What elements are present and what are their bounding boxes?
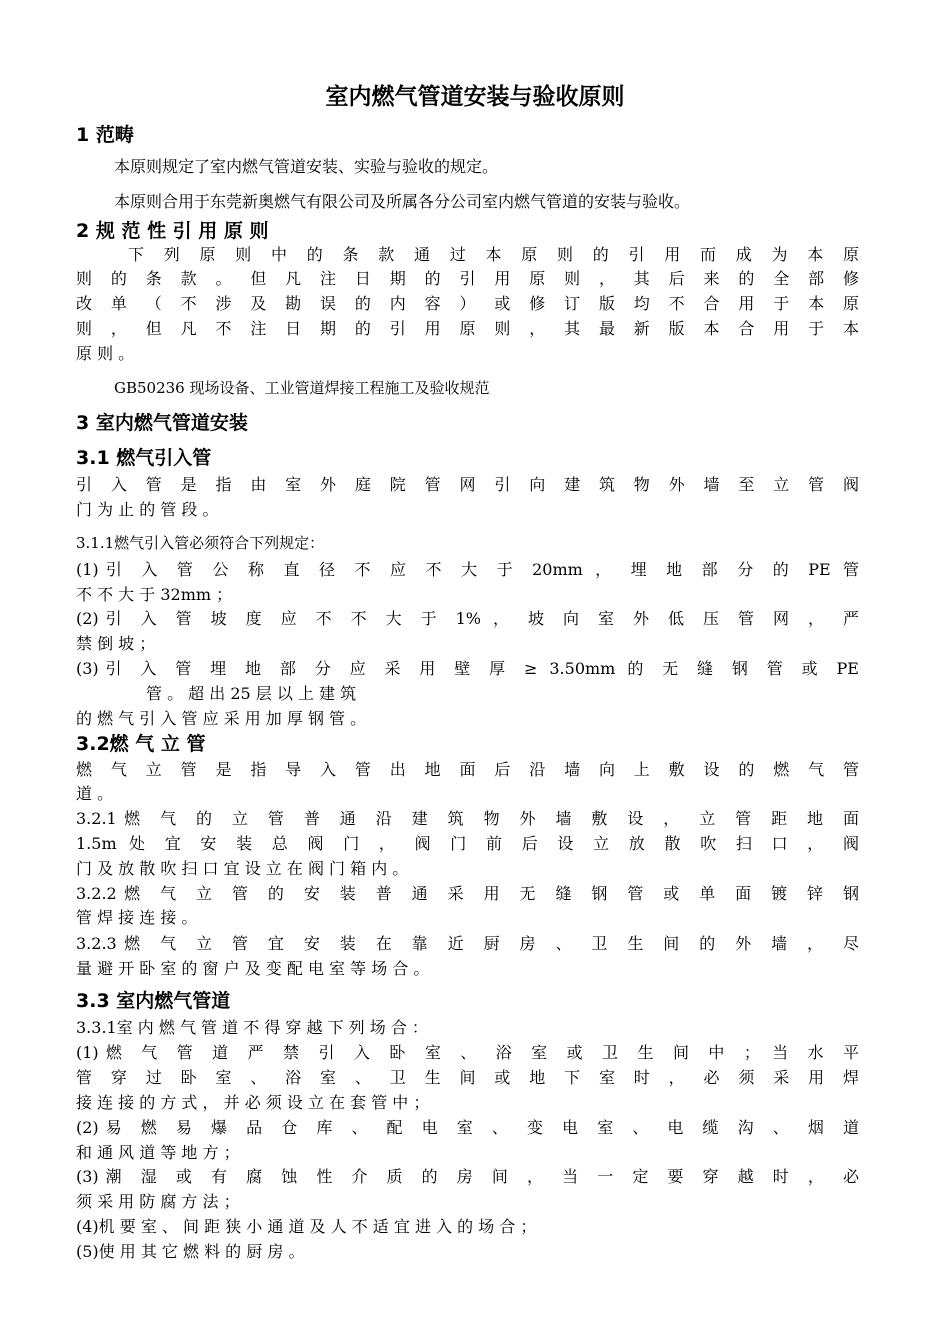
- section-3-3-line: (5)使 用 其 它 燃 料 的 厨 房 。: [76, 1242, 305, 1261]
- section-3-1-line: 引 入 管 是 指 由 室 外 庭 院 管 网 引 向 建 筑 物 外 墙 至 立 管 阀: [76, 475, 859, 494]
- clause-item-line: (2)引 入 管 坡 度 应 不 不 大 于 1% ， 坡 向 室 外 低 压 管 网 ， 严: [76, 609, 859, 628]
- section-3-2-heading: 3.2燃 气 立 管: [76, 733, 206, 755]
- clause-item-line: (1)引 入 管 公 称 直 径 不 应 不 大 于 20mm ， 埋 地 部 分 的 PE 管: [76, 560, 859, 579]
- section-3-3-line: 须 采 用 防 腐 方 法 ；: [76, 1192, 240, 1211]
- clause-3-1-1: 3.1.1燃气引入管必须符合下列规定：: [76, 534, 325, 552]
- section-3-1-heading: 3.1 燃气引入管: [76, 447, 212, 469]
- section-3-3-line: 3.3.1室 内 燃 气 管 道 不 得 穿 越 下 列 场 合 ：: [76, 1018, 428, 1037]
- section-3-2-line: 门 及 放 散 吹 扫 口 宜 设 立 在 阀 门 箱 内 。: [76, 859, 409, 878]
- section-3-3-line: (1)燃 气 管 道 严 禁 引 入 卧 室 、 浴 室 或 卫 生 间 中 ； 当 水 平: [76, 1043, 859, 1062]
- section-3-2-line: 燃 气 立 管 是 指 导 入 管 出 地 面 后 沿 墙 向 上 敷 设 的 燃 气 管: [76, 760, 859, 779]
- section-3-2-line: 3.2.3燃 气 立 管 宜 安 装 在 靠 近 厨 房 、 卫 生 间 的 外 墙 ， 尽: [76, 934, 859, 953]
- section-1-paragraph-2: 本原则合用于东莞新奥燃气有限公司及所属各分公司室内燃气管道的安装与验收。: [114, 192, 691, 211]
- section-3-3-line: 和 通 风 道 等 地 方 ；: [76, 1143, 240, 1162]
- clause-item-line: 管 。 超 出 25 层 以 上 建 筑: [146, 684, 357, 703]
- section-3-2-line: 3.2.2燃 气 立 管 的 安 装 普 通 采 用 无 缝 钢 管 或 单 面 镀 锌 钢: [76, 884, 859, 903]
- section-3-3-line: (2)易 燃 易 爆 品 仓 库 、 配 电 室 、 变 电 室 、 电 缆 沟 、 烟 道: [76, 1118, 859, 1137]
- clause-item-line: 禁 倒 坡 ；: [76, 634, 156, 653]
- section-2-reference: GB50236 现场设备、工业管道焊接工程施工及验收规范: [114, 379, 490, 397]
- document-title: 室内燃气管道安装与验收原则: [325, 84, 625, 110]
- section-3-heading: 3 室内燃气管道安装: [76, 412, 248, 434]
- section-3-3-line: 接 连 接 的 方 式 ， 并 必 须 设 立 在 套 管 中 ；: [76, 1093, 430, 1112]
- clause-item-line: 的 燃 气 引 入 管 应 采 用 加 厚 钢 管 。: [76, 709, 367, 728]
- section-3-3-line: (3)潮 湿 或 有 腐 蚀 性 介 质 的 房 间 ， 当 一 定 要 穿 越 时 ， 必: [76, 1167, 859, 1186]
- section-2-line: 则 的 条 款 。 但 凡 注 日 期 的 引 用 原 则 ， 其 后 来 的 全 部 修: [76, 269, 859, 288]
- section-2-line: 原 则 。: [76, 344, 135, 363]
- section-3-2-line: 道 。: [76, 784, 114, 803]
- clause-item-line: 不 不 大 于 32mm ；: [76, 585, 233, 604]
- section-3-3-line: (4)机 要 室 、 间 距 狭 小 通 道 及 人 不 适 宜 进 入 的 场 合 ；: [76, 1217, 537, 1236]
- section-1-paragraph-1: 本原则规定了室内燃气管道安装、实验与验收的规定。: [114, 157, 499, 176]
- clause-item-line: (3)引 入 管 埋 地 部 分 应 采 用 壁 厚 ≥ 3.50mm 的 无 缝 钢 管 或 PE: [76, 659, 859, 678]
- section-2-line: 下 列 原 则 中 的 条 款 通 过 本 原 则 的 引 用 而 成 为 本 原: [128, 245, 859, 264]
- section-3-2-line: 1.5m 处 宜 安 装 总 阀 门 ， 阀 门 前 后 设 立 放 散 吹 扫 口 ， 阀: [76, 834, 859, 853]
- section-3-2-line: 3.2.1燃 气 的 立 管 普 通 沿 建 筑 物 外 墙 敷 设 ， 立 管 距 地 面: [76, 809, 859, 828]
- section-2-line: 则 ， 但 凡 不 注 日 期 的 引 用 原 则 ， 其 最 新 版 本 合 用 于 本: [76, 319, 859, 338]
- section-1-heading: 1 范畴: [76, 124, 134, 146]
- section-3-2-line: 管 焊 接 连 接 。: [76, 908, 198, 927]
- section-2-line: 改 单 （ 不 涉 及 勘 误 的 内 容 ） 或 修 订 版 均 不 合 用 于 本 原: [76, 294, 859, 313]
- section-3-3-heading: 3.3 室内燃气管道: [76, 990, 231, 1012]
- section-3-1-line: 门 为 止 的 管 段 。: [76, 500, 219, 519]
- section-3-2-line: 量 避 开 卧 室 的 窗 户 及 变 配 电 室 等 场 合 。: [76, 959, 430, 978]
- section-2-heading: 2 规 范 性 引 用 原 则: [76, 220, 269, 242]
- section-3-3-line: 管 穿 过 卧 室 、 浴 室 、 卫 生 间 或 地 下 室 时 ， 必 须 采 用 焊: [76, 1068, 859, 1087]
